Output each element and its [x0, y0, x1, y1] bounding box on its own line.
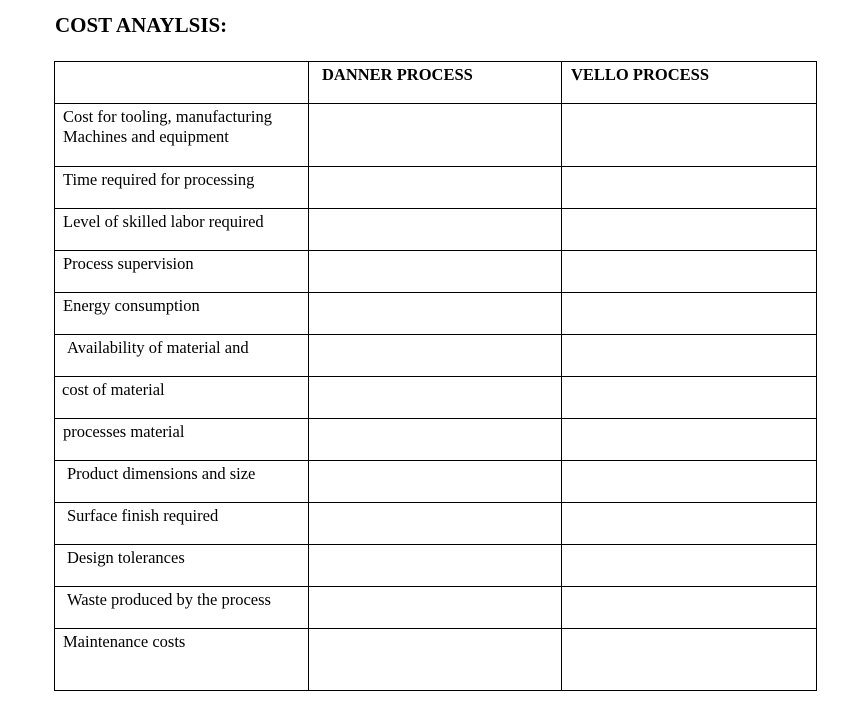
table-row [55, 251, 817, 293]
criteria-cell [55, 461, 309, 503]
vello-cell[interactable] [562, 335, 817, 377]
table-row [55, 629, 817, 691]
vello-cell[interactable] [562, 545, 817, 587]
vello-cell[interactable] [562, 377, 817, 419]
criteria-cell [55, 629, 309, 691]
criteria-cell [55, 503, 309, 545]
criteria-cell [55, 587, 309, 629]
criteria-label: processes material [63, 422, 185, 441]
table-row [55, 209, 817, 251]
vello-cell[interactable] [562, 461, 817, 503]
danner-cell[interactable] [309, 167, 562, 209]
table-row [55, 335, 817, 377]
criteria-label: Product dimensions and size [67, 464, 256, 483]
table-row [55, 419, 817, 461]
header-cell-vello [562, 62, 817, 104]
criteria-label: Waste produced by the process [67, 590, 271, 609]
criteria-label: Level of skilled labor required [63, 212, 264, 231]
criteria-label: cost of material [62, 380, 165, 399]
criteria-label: Surface finish required [67, 506, 219, 525]
table-row [55, 587, 817, 629]
criteria-label: Process supervision [63, 254, 194, 273]
danner-cell[interactable] [309, 461, 562, 503]
table-row [55, 545, 817, 587]
danner-cell[interactable] [309, 293, 562, 335]
page-title: COST ANAYLSIS: [55, 13, 228, 37]
criteria-label: Design tolerances [67, 548, 185, 567]
table-row [55, 377, 817, 419]
cost-analysis-table [54, 61, 817, 691]
danner-cell[interactable] [309, 503, 562, 545]
criteria-cell [55, 545, 309, 587]
table-row [55, 104, 817, 167]
vello-cell[interactable] [562, 293, 817, 335]
danner-cell[interactable] [309, 377, 562, 419]
vello-cell[interactable] [562, 209, 817, 251]
vello-cell[interactable] [562, 104, 817, 167]
danner-cell[interactable] [309, 104, 562, 167]
criteria-cell [55, 293, 309, 335]
criteria-cell [55, 167, 309, 209]
criteria-cell [55, 419, 309, 461]
header-label-danner: DANNER PROCESS [322, 65, 473, 84]
criteria-label: Time required for processing [63, 170, 255, 189]
criteria-cell [55, 335, 309, 377]
danner-cell[interactable] [309, 335, 562, 377]
danner-cell[interactable] [309, 419, 562, 461]
criteria-label-line: Machines and equipment [63, 127, 229, 146]
criteria-label: Energy consumption [63, 296, 200, 315]
table-row [55, 461, 817, 503]
header-cell-criteria [55, 62, 309, 104]
vello-cell[interactable] [562, 629, 817, 691]
danner-cell[interactable] [309, 209, 562, 251]
criteria-cell [55, 377, 309, 419]
danner-cell[interactable] [309, 251, 562, 293]
vello-cell[interactable] [562, 251, 817, 293]
criteria-label [55, 104, 308, 147]
vello-cell[interactable] [562, 503, 817, 545]
vello-cell[interactable] [562, 419, 817, 461]
criteria-label: Maintenance costs [63, 632, 186, 651]
table-header-row [55, 62, 817, 104]
header-label [55, 62, 308, 65]
criteria-cell [55, 251, 309, 293]
header-cell-danner [309, 62, 562, 104]
header-label-vello: VELLO PROCESS [571, 65, 709, 84]
danner-cell[interactable] [309, 545, 562, 587]
table-row [55, 293, 817, 335]
criteria-cell [55, 209, 309, 251]
vello-cell[interactable] [562, 587, 817, 629]
criteria-label-line: Cost for tooling, manufacturing [63, 107, 272, 126]
criteria-label: Availability of material and [67, 338, 249, 357]
danner-cell[interactable] [309, 629, 562, 691]
table-row [55, 167, 817, 209]
criteria-cell [55, 104, 309, 167]
table-row [55, 503, 817, 545]
vello-cell[interactable] [562, 167, 817, 209]
danner-cell[interactable] [309, 587, 562, 629]
